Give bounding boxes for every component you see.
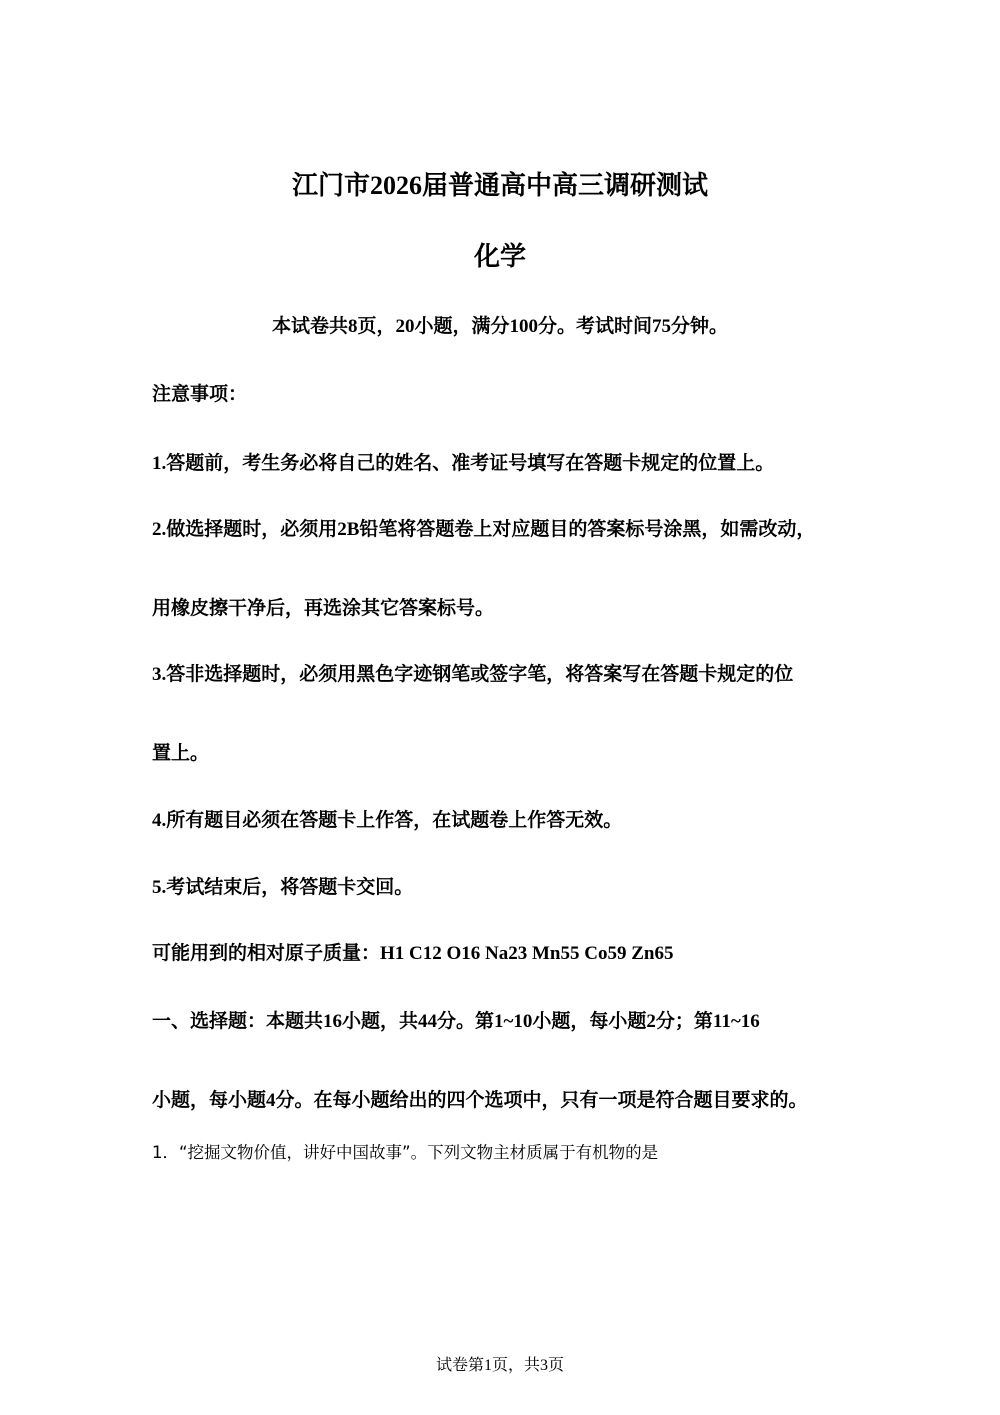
notice-line-2-cont: 用橡皮擦干净后，再选涂其它答案标号。 <box>152 598 495 619</box>
section-one-line-2: 小题，每小题4分。在每小题给出的四个选项中，只有一项是符合题目要求的。 <box>152 1090 808 1111</box>
question-1: 1．“挖掘文物价值，讲好中国故事”。下列文物主材质属于有机物的是 <box>152 1143 659 1162</box>
notice-line-3-cont: 置上。 <box>152 743 210 764</box>
subject-title: 化学 <box>473 242 526 271</box>
section-one-line-1: 一、选择题：本题共16小题，共44分。第1~10小题，每小题2分；第11~16 <box>152 1011 760 1032</box>
notice-line-4: 4.所有题目必须在答题卡上作答，在试题卷上作答无效。 <box>152 810 623 831</box>
notice-line-3: 3.答非选择题时，必须用黑色字迹钢笔或签字笔，将答案写在答题卡规定的位 <box>152 664 794 685</box>
page-footer: 试卷第1页，共3页 <box>435 1357 564 1374</box>
notice-line-1: 1.答题前，考生务必将自己的姓名、准考证号填写在答题卡规定的位置上。 <box>152 453 775 474</box>
exam-info: 本试卷共8页，20小题，满分100分。考试时间75分钟。 <box>271 316 728 337</box>
exam-title: 江门市2026届普通高中高三调研测试 <box>291 171 708 200</box>
notice-line-5: 5.考试结束后，将答题卡交回。 <box>152 877 414 898</box>
notice-heading: 注意事项： <box>152 384 248 405</box>
notice-line-2: 2.做选择题时，必须用2B铅笔将答题卷上对应题目的答案标号涂黑，如需改动， <box>152 519 816 540</box>
atomic-masses: 可能用到的相对原子质量：H1 C12 O16 Na23 Mn55 Co59 Zn65 <box>152 943 674 964</box>
